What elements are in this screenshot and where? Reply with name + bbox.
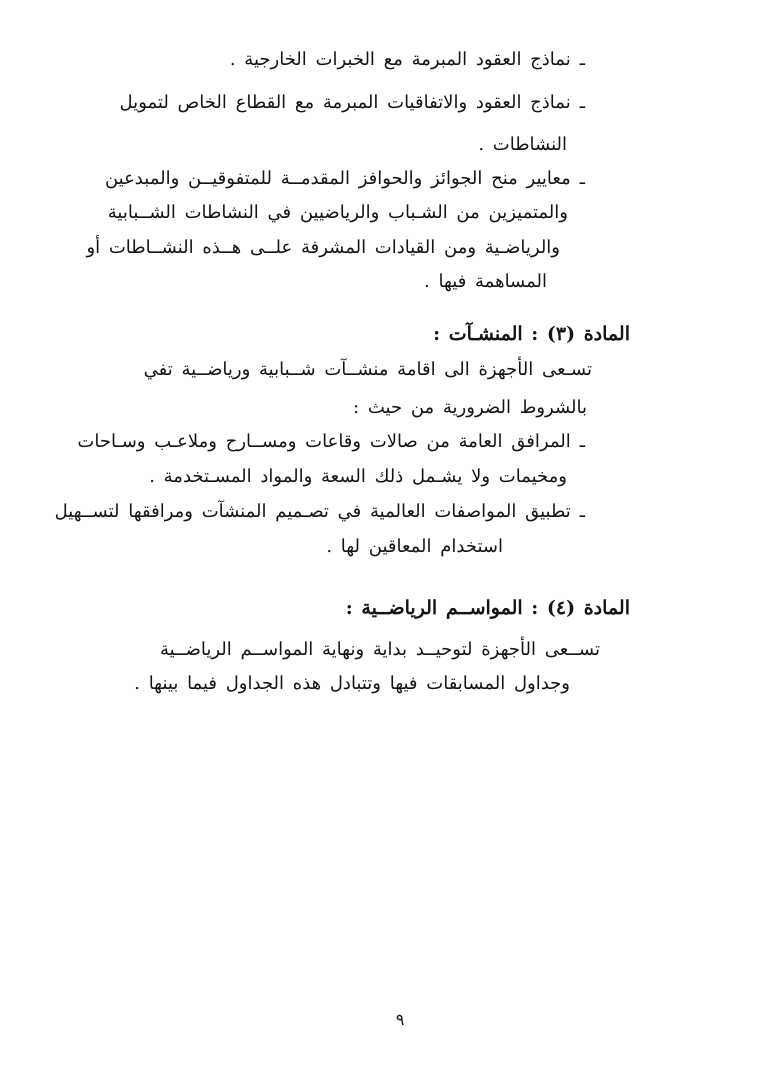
- list-item-awards-criteria-cont-1: والمتميزين من الشـباب والرياضيين في النشاطات الشــبابية: [107, 202, 568, 223]
- list-item-text: المرافق العامة من صالات وقاعات ومســارح وملاعـب وسـاحات: [77, 431, 571, 452]
- list-item-text: تطبيق المواصفات العالمية في تصـميم المنشآت ومرافقها لتســهيل: [54, 501, 571, 522]
- list-dash: ـ: [579, 431, 585, 452]
- list-item-text: نماذج العقود والاتفاقيات المبرمة مع القطاع الخاص لتمويل: [119, 92, 571, 113]
- article-4-intro-line-1: تســعى الأجهزة لتوحيــد بداية ونهاية المواســم الرياضــية: [159, 639, 600, 660]
- list-item-awards-criteria: [105, 167, 585, 191]
- page-number: ٩: [395, 1010, 405, 1029]
- list-item-text: معايير منح الجوائز والحوافز المقدمــة للمتفوقيــن والمبدعين: [104, 168, 571, 189]
- list-item-contracts-external: [230, 48, 585, 72]
- list-item-awards-criteria-cont-3: المساهمة فيها .: [424, 271, 547, 292]
- article-3-item-standards: [55, 500, 585, 524]
- list-item-contracts-private-sector: [120, 91, 585, 115]
- article-3-item-standards-cont: استخدام المعاقين لها .: [326, 536, 503, 557]
- article-4-intro-line-2: وجداول المسابقات فيها وتتبادل هذه الجداول فيما بينها .: [134, 673, 570, 694]
- article-3-item-facilities: [77, 430, 585, 454]
- list-dash: ـ: [579, 92, 585, 113]
- list-item-awards-criteria-cont-2: والرياضـية ومن القيادات المشرفة علــى هــذه النشــاطات أو: [86, 237, 560, 258]
- list-dash: ـ: [579, 501, 585, 522]
- list-dash: ـ: [579, 49, 585, 70]
- list-dash: ـ: [579, 168, 585, 189]
- article-3-heading: المادة (٣) : المنشـآت :: [433, 323, 630, 345]
- list-item-contracts-private-sector-cont: النشاطات .: [478, 134, 567, 155]
- list-item-text: نماذج العقود المبرمة مع الخبرات الخارجية .: [229, 49, 571, 70]
- article-3-intro-line-2: بالشروط الضرورية من حيث :: [353, 397, 587, 418]
- article-3-intro-line-1: تسـعى الأجهزة الى اقامة منشــآت شــبابية ورياضــية تفي: [143, 359, 592, 380]
- article-3-item-facilities-cont: ومخيمات ولا يشـمل ذلك السعة والمواد المسـتخدمة .: [149, 466, 567, 487]
- article-4-heading: المادة (٤) : المواســم الرياضــية :: [345, 597, 630, 619]
